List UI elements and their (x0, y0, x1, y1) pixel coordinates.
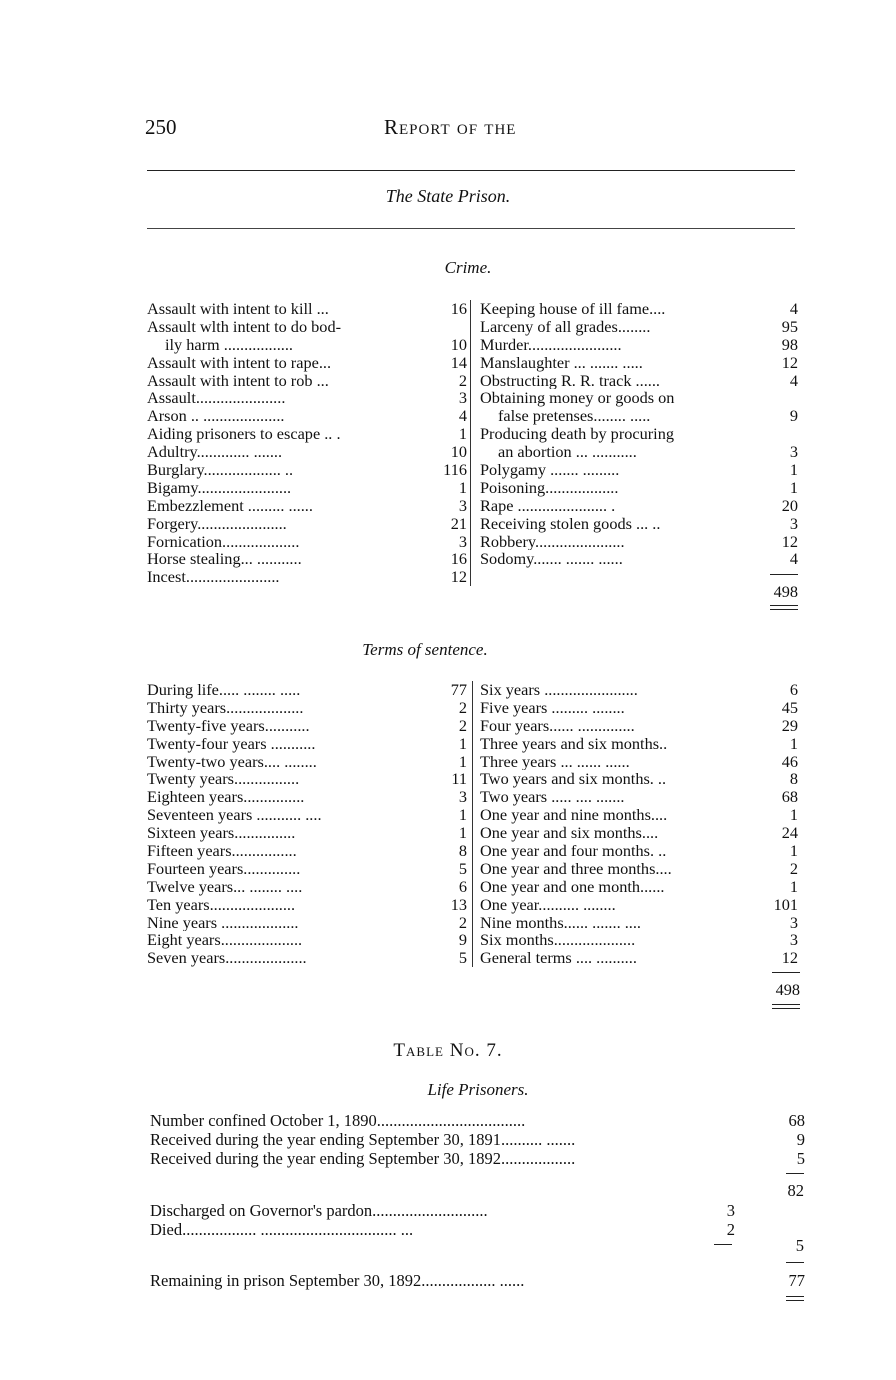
row-value: 2 (458, 912, 467, 932)
table-row (147, 824, 467, 842)
row-value: 16 (450, 299, 467, 318)
remaining-double-rule (786, 1296, 804, 1301)
row-value: 68 (781, 787, 798, 807)
row-label: One year.......... ........ (480, 895, 616, 914)
row-value: 5 (458, 858, 467, 878)
row-label: Sodomy....... ....... ...... (480, 550, 623, 569)
row-label: One year and one month...... (480, 877, 665, 896)
table-row (147, 860, 467, 878)
row-value: 1 (458, 805, 467, 825)
row-value: 101 (773, 894, 798, 914)
row-value: 3 (726, 1201, 735, 1220)
table-row (147, 842, 467, 860)
row-value: 3 (458, 787, 467, 807)
table-row (147, 389, 467, 407)
table-row (480, 878, 798, 896)
table-row (480, 533, 798, 551)
row-value: 1 (789, 460, 798, 480)
row-label: Assault with intent to kill ... (147, 300, 329, 318)
row-value: 4 (789, 299, 798, 318)
row-label: One year and nine months.... (480, 806, 668, 825)
table-row (480, 425, 798, 443)
table-row (480, 372, 798, 390)
row-value: 1 (458, 733, 467, 753)
row-label: Seven years.................... (147, 949, 307, 968)
row-value: 9 (458, 930, 467, 950)
table-row (480, 753, 798, 771)
table-row (480, 336, 798, 354)
row-value: 116 (443, 460, 467, 480)
table-row (480, 824, 798, 842)
received-total-rule (786, 1173, 804, 1174)
section-title: The State Prison. (385, 186, 511, 206)
terms-column-divider (472, 681, 473, 967)
row-label: Received during the year ending September 30, 1892.................. (150, 1149, 576, 1168)
row-value: 29 (781, 715, 798, 735)
table-row (147, 770, 467, 788)
row-label: Assault with intent to rape... (147, 353, 332, 372)
table7-title: Table No. 7. (393, 1040, 503, 1061)
table-row (480, 788, 798, 806)
row-label: Bigamy....................... (147, 478, 292, 497)
section-rule (147, 228, 795, 229)
row-value: 1 (458, 477, 467, 497)
row-label: Three years and six months.. (480, 734, 668, 753)
terms-total: 498 (775, 980, 800, 999)
table-row (480, 949, 798, 967)
row-value: 3 (458, 388, 467, 408)
table-row (147, 318, 467, 336)
table-row (150, 1111, 805, 1130)
row-value: 12 (781, 352, 798, 372)
table-row (480, 354, 798, 372)
table-row (147, 443, 467, 461)
row-label: General terms .... .......... (480, 949, 637, 968)
row-label: Forgery...................... (147, 514, 287, 533)
row-label: One year and three months.... (480, 859, 672, 878)
table-row (147, 699, 467, 717)
row-label: Assault...................... (147, 389, 286, 408)
row-value: 5 (458, 948, 467, 968)
row-label: Murder....................... (480, 335, 622, 354)
table7-subtitle: Life Prisoners. (427, 1080, 529, 1099)
row-value: 12 (781, 948, 798, 968)
table-row (147, 533, 467, 551)
row-label: Died.................. ................................. ... (150, 1220, 414, 1239)
row-value: 6 (458, 876, 467, 896)
table-row (480, 806, 798, 824)
row-value: 16 (450, 549, 467, 569)
row-value: 98 (781, 334, 798, 354)
row-value: 14 (450, 352, 467, 372)
table-row (147, 788, 467, 806)
row-value: 21 (450, 513, 467, 533)
row-label: Six months.................... (480, 931, 636, 950)
table-row (150, 1220, 735, 1239)
table-row (147, 479, 467, 497)
row-label: Two years ..... .... ....... (480, 788, 625, 807)
remaining-label: Remaining in prison September 30, 1892.................. ...... (150, 1271, 525, 1290)
row-label: Embezzlement ......... ...... (147, 496, 313, 515)
table-row (480, 461, 798, 479)
row-label: Assault with intent to rob ... (147, 371, 329, 390)
table-row (480, 497, 798, 515)
crime-left-table (147, 300, 467, 586)
row-label: Fifteen years................ (147, 842, 297, 860)
row-value: 3 (789, 442, 798, 462)
row-label: Obstructing R. R. track ...... (480, 371, 660, 390)
row-label: Twenty-four years ........... (147, 734, 316, 753)
row-value: 95 (781, 316, 798, 336)
row-value: 9 (796, 1130, 805, 1149)
row-value: 3 (789, 513, 798, 533)
table-row (147, 914, 467, 932)
table-row (147, 497, 467, 515)
page-number: 250 (145, 115, 177, 139)
table-row (147, 806, 467, 824)
row-label: Horse stealing... ........... (147, 550, 302, 569)
crime-heading: Crime. (444, 258, 492, 277)
row-value: 1 (458, 823, 467, 843)
row-label: One year and four months. .. (480, 842, 667, 860)
row-value: 1 (789, 805, 798, 825)
row-value: 9 (789, 406, 798, 426)
discharged-sub-rule (714, 1244, 732, 1245)
row-label: Fourteen years.............. (147, 859, 301, 878)
row-value: 2 (458, 370, 467, 390)
table-row (480, 735, 798, 753)
row-value: 24 (781, 823, 798, 843)
row-label: Manslaughter ... ....... ..... (480, 353, 643, 372)
row-value: 11 (451, 769, 467, 789)
row-value: 5 (796, 1149, 805, 1168)
row-label: ily harm ................. (165, 335, 293, 354)
row-label: Robbery...................... (480, 532, 625, 551)
table-row (480, 681, 798, 699)
table-row (480, 318, 798, 336)
table-row (480, 914, 798, 932)
table-row (480, 550, 798, 568)
row-label: Received during the year ending September 30, 1891.......... ....... (150, 1130, 576, 1149)
row-label: Twenty years................ (147, 770, 300, 789)
row-value: 3 (458, 531, 467, 551)
row-value: 12 (450, 567, 467, 587)
table-row (147, 896, 467, 914)
table-row (147, 931, 467, 949)
row-label: Seventeen years ........... .... (147, 806, 322, 825)
row-label: Six years ....................... (480, 681, 638, 699)
terms-total-double-rule (772, 1004, 800, 1009)
row-label: Nine months...... ....... .... (480, 913, 641, 932)
row-value: 3 (789, 912, 798, 932)
table-row (480, 389, 798, 407)
row-label: Aiding prisoners to escape .. . (147, 425, 341, 444)
row-value: 2 (726, 1220, 735, 1239)
table-row (147, 407, 467, 425)
received-total: 82 (787, 1181, 804, 1200)
row-label: Ten years..................... (147, 895, 296, 914)
table-row (147, 336, 467, 354)
row-value: 13 (450, 894, 467, 914)
row-label: false pretenses........ ..... (498, 407, 651, 426)
row-label: Assault wlth intent to do bod- (147, 317, 342, 336)
row-value: 8 (458, 841, 467, 861)
row-label: Incest....................... (147, 568, 280, 587)
row-value: 10 (450, 442, 467, 462)
table-row (480, 717, 798, 735)
table-row (147, 550, 467, 568)
table-row (147, 878, 467, 896)
row-label: Sixteen years............... (147, 824, 296, 843)
row-label: Producing death by procuring (480, 425, 674, 444)
row-label: Poisoning.................. (480, 478, 619, 497)
remaining-rule (786, 1262, 804, 1263)
table-row (147, 753, 467, 771)
row-label: Adultry............. ....... (147, 443, 283, 462)
table-row (147, 949, 467, 967)
life-received-list (150, 1111, 805, 1168)
row-label: Larceny of all grades........ (480, 317, 651, 336)
row-value: 1 (458, 751, 467, 771)
row-value: 4 (789, 370, 798, 390)
table-row (480, 860, 798, 878)
row-value: 2 (458, 697, 467, 717)
crime-total-double-rule (770, 605, 798, 610)
row-label: Arson .. .................... (147, 407, 285, 426)
row-label: Three years ... ...... ...... (480, 752, 630, 771)
row-value: 3 (458, 495, 467, 515)
row-label: Eight years.................... (147, 931, 303, 950)
header-rule (147, 170, 795, 171)
table-row (147, 515, 467, 533)
table-row (147, 568, 467, 586)
row-value: 1 (789, 733, 798, 753)
row-label: Obtaining money or goods on (480, 389, 675, 408)
row-label: Twelve years... ........ .... (147, 877, 303, 896)
row-label: Nine years ................... (147, 913, 299, 932)
table-row (147, 372, 467, 390)
table-row (147, 717, 467, 735)
row-value: 8 (789, 769, 798, 789)
row-value: 77 (450, 680, 467, 699)
terms-right-table (480, 681, 798, 967)
table-row (147, 735, 467, 753)
row-label: One year and six months.... (480, 824, 659, 843)
table-row (150, 1149, 805, 1168)
row-value: 1 (789, 477, 798, 497)
row-value: 46 (781, 751, 798, 771)
crime-right-table (480, 300, 798, 568)
life-remaining-row (150, 1271, 805, 1290)
crime-total-rule (770, 574, 798, 575)
crime-total: 498 (773, 582, 798, 601)
table-row (480, 842, 798, 860)
table-row (480, 300, 798, 318)
row-label: Two years and six months. .. (480, 770, 667, 789)
running-head: Report of the (384, 115, 517, 139)
row-value: 4 (458, 406, 467, 426)
table-row (147, 681, 467, 699)
row-label: Four years...... .............. (480, 716, 635, 735)
row-value: 6 (789, 680, 798, 699)
table-row (150, 1130, 805, 1149)
row-value: 4 (789, 549, 798, 569)
row-value: 12 (781, 531, 798, 551)
table-row (147, 461, 467, 479)
row-value: 45 (781, 697, 798, 717)
row-label: Discharged on Governor's pardon............................ (150, 1201, 488, 1220)
row-label: Twenty-five years........... (147, 716, 310, 735)
row-value: 3 (789, 930, 798, 950)
table-row (480, 931, 798, 949)
row-label: Five years ......... ........ (480, 698, 625, 717)
remaining-value: 77 (788, 1271, 805, 1290)
table-row (480, 479, 798, 497)
row-label: Burglary................... .. (147, 461, 294, 479)
row-label: Number confined October 1, 1890.................................... (150, 1111, 526, 1130)
row-label: Twenty-two years.... ........ (147, 752, 317, 771)
row-label: Receiving stolen goods ... .. (480, 514, 661, 533)
table-row (147, 354, 467, 372)
life-discharged-list (150, 1201, 735, 1239)
row-value: 2 (458, 715, 467, 735)
row-value: 68 (788, 1111, 805, 1130)
row-label: an abortion ... ........... (498, 443, 637, 462)
row-value: 1 (789, 876, 798, 896)
table-row (480, 443, 798, 461)
row-label: Polygamy ....... ......... (480, 461, 620, 479)
terms-left-table (147, 681, 467, 967)
crime-column-divider (470, 300, 471, 586)
row-value: 10 (450, 334, 467, 354)
row-label: During life..... ........ ..... (147, 681, 301, 699)
row-label: Thirty years................... (147, 698, 304, 717)
row-label: Eighteen years............... (147, 788, 305, 807)
row-label: Keeping house of ill fame.... (480, 300, 666, 318)
row-value: 20 (781, 495, 798, 515)
terms-heading: Terms of sentence. (362, 640, 488, 659)
table-row (480, 515, 798, 533)
terms-total-rule (772, 972, 800, 973)
row-value: 2 (789, 858, 798, 878)
table-row (147, 425, 467, 443)
table-row (147, 300, 467, 318)
table-row (480, 699, 798, 717)
table-row (480, 770, 798, 788)
row-value: 1 (458, 424, 467, 444)
row-value: 1 (789, 841, 798, 861)
table-row (480, 407, 798, 425)
row-label: Rape ...................... . (480, 496, 616, 515)
table-row (150, 1201, 735, 1220)
row-label: Fornication................... (147, 532, 300, 551)
table-row (480, 896, 798, 914)
discharged-total: 5 (795, 1236, 804, 1255)
